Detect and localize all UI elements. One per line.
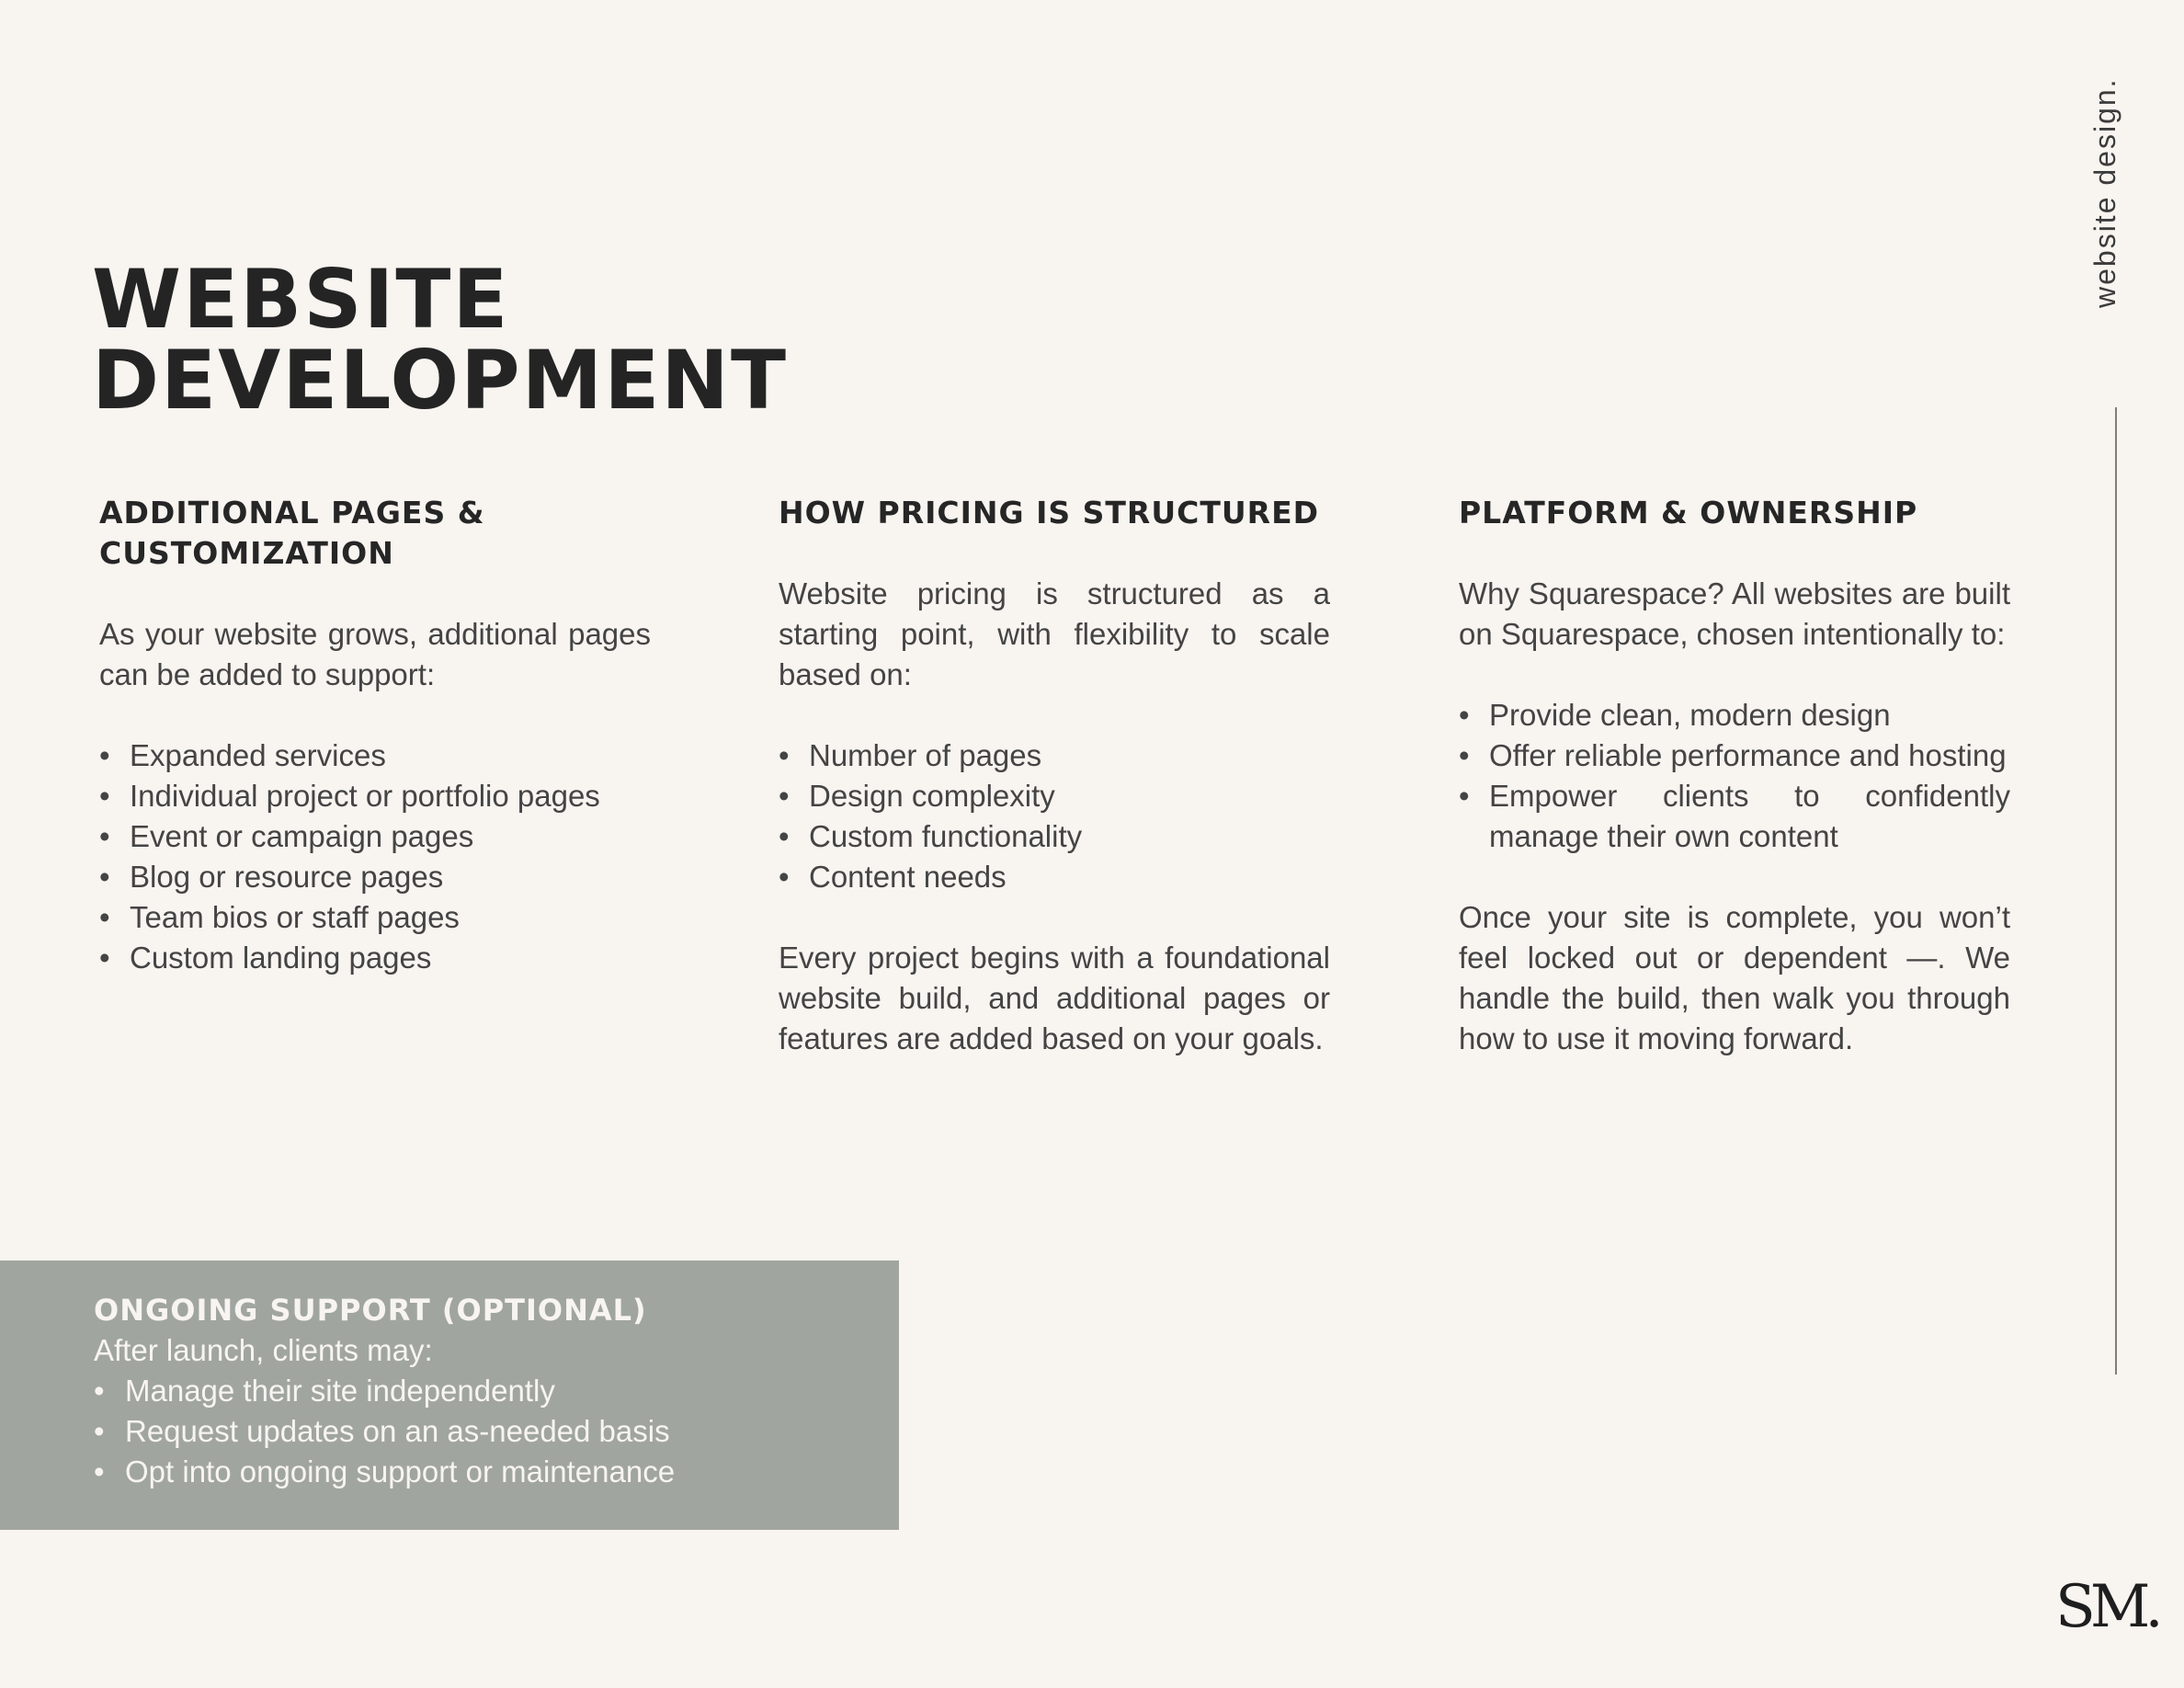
column-platform — [1459, 493, 2010, 1100]
column-intro: Why Squarespace? All websites are built on Squarespace, chosen intentionally to: — [1459, 576, 2010, 651]
column-intro: As your website grows, additional pages can be added to support: — [99, 617, 651, 691]
brand-logo: SM. — [2055, 1573, 2158, 1641]
list-item: • Individual project or portfolio pages — [99, 776, 651, 816]
list-item: • Design complexity — [779, 776, 1330, 816]
list-item: • Number of pages — [779, 736, 1330, 776]
list-item: • Blog or resource pages — [99, 857, 651, 897]
list-item: • Empower clients to confidently manage their own content — [1459, 776, 2010, 857]
column-list — [1459, 695, 2010, 857]
page-title-line-1: WEBSITE — [92, 252, 510, 347]
list-item: • Opt into ongoing support or maintenance — [94, 1452, 899, 1492]
list-item: • Manage their site independently — [94, 1371, 899, 1411]
support-list — [94, 1371, 899, 1492]
column-outro: Every project begins with a foundational website build, and additional pages or features are added based on your goals. — [779, 941, 1330, 1055]
page-title-line-2: DEVELOPMENT — [92, 333, 788, 428]
support-intro: After launch, clients may: — [94, 1333, 433, 1367]
column-list — [99, 736, 651, 978]
page-title — [92, 252, 788, 428]
ongoing-support-panel — [0, 1260, 899, 1530]
column-heading: ADDITIONAL PAGES & CUSTOMIZATION — [99, 495, 485, 571]
side-divider — [2115, 407, 2117, 1374]
list-item: • Event or campaign pages — [99, 816, 651, 857]
list-item: • Team bios or staff pages — [99, 897, 651, 938]
list-item: • Request updates on an as-needed basis — [94, 1411, 899, 1452]
column-intro: Website pricing is structured as a starting point, with flexibility to scale based on: — [779, 576, 1330, 691]
list-item: • Content needs — [779, 857, 1330, 897]
side-label: website design. — [2088, 77, 2121, 308]
column-list — [779, 736, 1330, 897]
column-outro: Once your site is complete, you won’t feel locked out or dependent —. We handle the build, then walk you through how to use it moving forward. — [1459, 900, 2010, 1055]
list-item: • Provide clean, modern design — [1459, 695, 2010, 736]
list-item: • Expanded services — [99, 736, 651, 776]
column-additional-pages — [99, 493, 651, 1019]
column-heading: PLATFORM & OWNERSHIP — [1459, 495, 1918, 530]
list-item: • Custom landing pages — [99, 938, 651, 978]
column-heading: HOW PRICING IS STRUCTURED — [779, 495, 1320, 530]
list-item: • Offer reliable performance and hosting — [1459, 736, 2010, 776]
list-item: • Custom functionality — [779, 816, 1330, 857]
support-heading: ONGOING SUPPORT (OPTIONAL) — [94, 1293, 647, 1328]
column-pricing — [779, 493, 1330, 1100]
